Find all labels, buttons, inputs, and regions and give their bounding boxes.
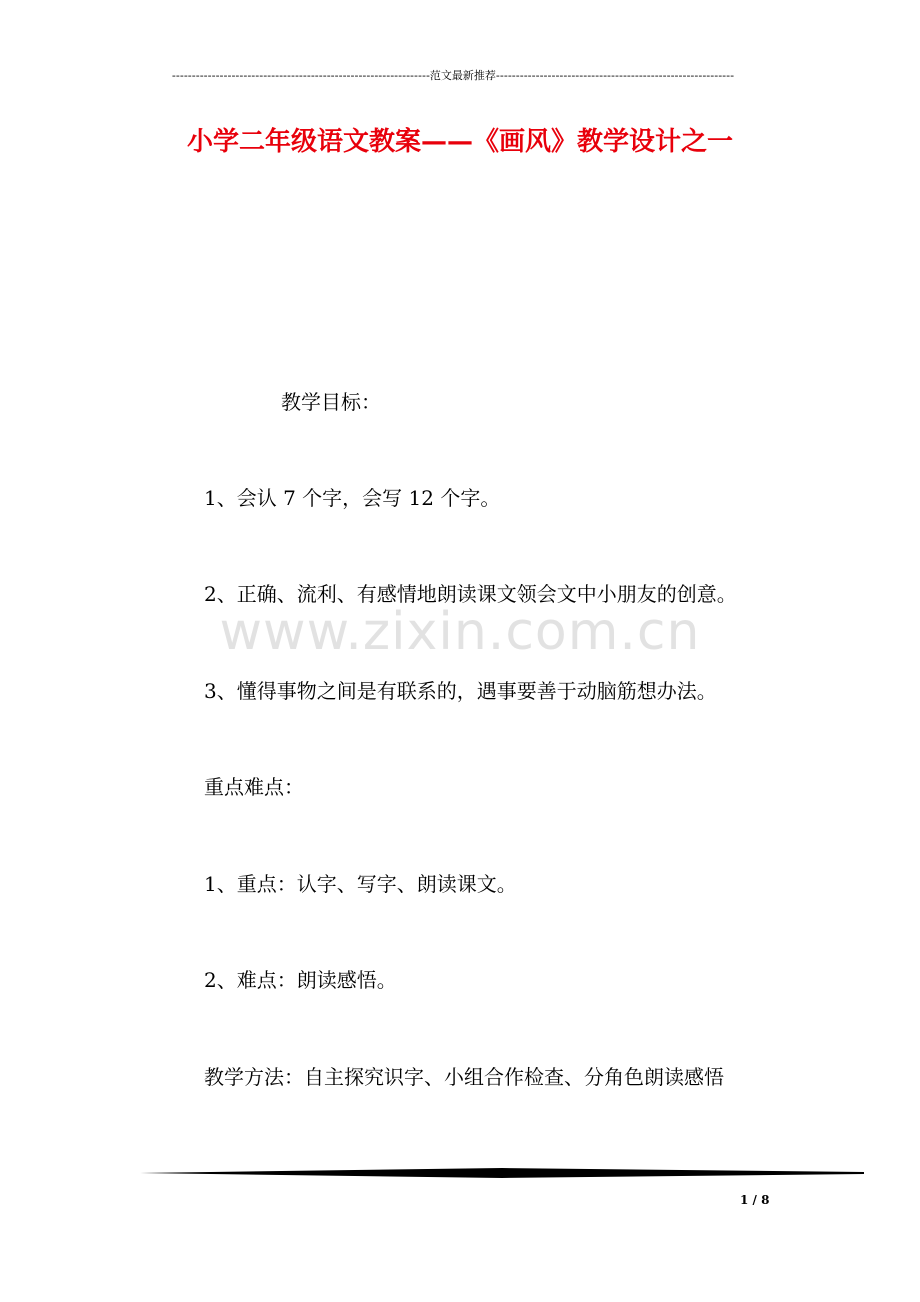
section-heading-key-points: 重点难点：	[204, 775, 304, 799]
header-dashes-right: ------------------------------------------------------------	[495, 69, 735, 82]
document-title: 小学二年级语文教案——《画风》教学设计之一	[186, 127, 733, 157]
key-point-item-1: 1、重点：认字、写字、朗读课文。	[204, 872, 517, 896]
header-label: 范文最新推荐	[429, 69, 496, 82]
page-number: 1 / 8	[740, 1193, 770, 1207]
key-point-item-2: 2、难点：朗读感悟。	[204, 968, 397, 992]
objective-item-1: 1、会认 7 个字，会写 12 个字。	[204, 486, 501, 510]
footer-divider	[140, 1167, 864, 1179]
objective-item-2: 2、正确、流利、有感情地朗读课文领会文中小朋友的创意。	[204, 582, 737, 606]
header-dashes-left: -----------------------------------------------------------------	[171, 69, 430, 82]
watermark: www.zixin.com.cn	[219, 602, 701, 662]
objective-item-3: 3、懂得事物之间是有联系的，遇事要善于动脑筋想办法。	[204, 679, 717, 703]
section-heading-objectives: 教学目标：	[281, 390, 381, 414]
header-rule	[138, 68, 768, 84]
teaching-methods: 教学方法：自主探究识字、小组合作检查、分角色朗读感悟	[204, 1065, 724, 1089]
